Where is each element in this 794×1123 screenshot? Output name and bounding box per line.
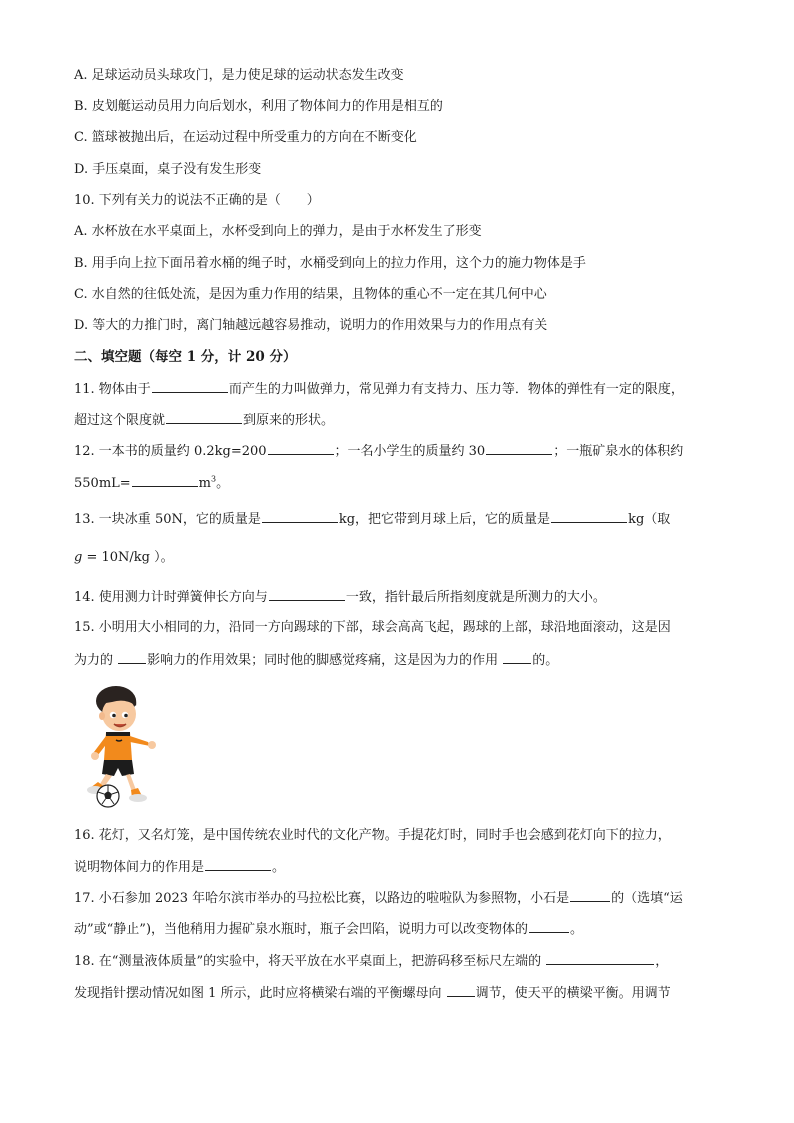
answer-blank[interactable] [269, 587, 345, 601]
answer-blank[interactable] [132, 473, 198, 487]
q14-text-1: 14. 使用测力计时弹簧伸长方向与 [74, 590, 268, 605]
answer-blank[interactable] [268, 441, 334, 455]
q18-text-4: 调节，使天平的横梁平衡。用调节 [475, 986, 671, 1001]
answer-blank[interactable] [262, 509, 338, 523]
q16-text-3: 。 [272, 860, 286, 875]
q15-text-3: 影响力的作用效果；同时他的脚感觉疼痛，这是因为力的作用 [147, 653, 503, 668]
option-9c: C. 篮球被抛出后，在运动过程中所受重力的方向在不断变化 [74, 130, 417, 145]
q17-text-4: 。 [570, 922, 584, 937]
question-12-line-2 [74, 473, 754, 494]
q17-text-3: 动”或“静止”)，当他稍用力握矿泉水瓶时，瓶子会凹陷，说明力可以改变物体的 [74, 922, 529, 937]
question-13-line-2 [74, 548, 754, 568]
question-18-line-2 [74, 983, 754, 1004]
q12-unit: m [198, 476, 211, 491]
question-18-line-1 [74, 951, 754, 972]
q12-text-2: ；一名小学生的质量约 30 [334, 444, 486, 459]
question-15-line-1: 15. 小明用大小相同的力，沿同一方向踢球的下部，球会高高飞起，踢球的上部，球沿地面滚动，这是因 [74, 620, 671, 635]
q18-text-2: ， [655, 954, 669, 969]
q13-g-symbol: g [74, 550, 83, 565]
question-11-line-1 [74, 379, 754, 400]
question-14 [74, 587, 754, 608]
q11-text-1: 11. 物体由于 [74, 382, 151, 397]
option-10a: A. 水杯放在水平桌面上，水杯受到向上的弹力，是由于水杯发生了形变 [74, 224, 482, 239]
q12-text-1: 12. 一本书的质量约 0.2kg=200 [74, 444, 267, 459]
q12-text-end: 。 [216, 476, 230, 491]
answer-blank[interactable] [118, 650, 146, 664]
question-16-line-1: 16. 花灯，又名灯笼，是中国传统农业时代的文化产物。手提花灯时，同时手也会感到花灯向下的拉力， [74, 828, 671, 843]
q14-text-2: 一致，指针最后所指刻度就是所测力的大小。 [345, 590, 606, 605]
q11-text-3: 超过这个限度就 [74, 413, 166, 428]
option-10b: B. 用手向上拉下面吊着水桶的绳子时，水桶受到向上的拉力作用，这个力的施力物体是手 [74, 256, 586, 271]
q13-text-2: kg，把它带到月球上后，它的质量是 [338, 512, 551, 527]
option-9a: A. 足球运动员头球攻门，是力使足球的运动状态发生改变 [74, 68, 404, 83]
question-16-line-2 [74, 857, 754, 878]
q11-text-2: 而产生的力叫做弹力，常见弹力有支持力、压力等．物体的弹性有一定的限度， [228, 382, 684, 397]
q18-text-3: 发现指针摆动情况如图 1 所示，此时应将横梁右端的平衡螺母向 [74, 986, 446, 1001]
answer-blank[interactable] [166, 410, 242, 424]
option-10d: D. 等大的力推门时，离门轴越远越容易推动，说明力的作用效果与力的作用点有关 [74, 318, 548, 333]
question-17-line-2 [74, 919, 754, 940]
answer-blank[interactable] [570, 888, 610, 902]
q12-text-3: ；一瓶矿泉水的体积约 [553, 444, 684, 459]
option-9b: B. 皮划艇运动员用力向后划水，利用了物体间力的作用是相互的 [74, 99, 443, 114]
question-12-line-1 [74, 441, 754, 462]
question-15-line-2 [74, 650, 754, 671]
answer-blank[interactable] [551, 509, 627, 523]
q17-text-1: 17. 小石参加 2023 年哈尔滨市举办的马拉松比赛，以路边的啦啦队为参照物，小石是 [74, 891, 570, 906]
q11-text-4: 到原来的形状。 [243, 413, 335, 428]
question-13-line-1 [74, 509, 754, 530]
q13-text-1: 13. 一块冰重 50N，它的质量是 [74, 512, 261, 527]
answer-blank[interactable] [529, 919, 569, 933]
answer-blank[interactable] [152, 379, 228, 393]
q17-text-2: 的（选填“运 [611, 891, 683, 906]
question-11-line-2 [74, 410, 754, 431]
q18-text-1: 18. 在“测量液体质量”的实验中，将天平放在水平桌面上，把游码移至标尺左端的 [74, 954, 546, 969]
option-9d: D. 手压桌面，桌子没有发生形变 [74, 162, 262, 177]
answer-blank[interactable] [546, 951, 654, 965]
q15-text-4: 的。 [532, 653, 559, 668]
question-17-line-1 [74, 888, 754, 909]
q12-unit-exponent: 3 [211, 474, 217, 484]
answer-blank[interactable] [205, 857, 271, 871]
answer-blank[interactable] [447, 983, 475, 997]
q13-g-value: = 10N/kg ）。 [82, 550, 174, 565]
question-10-stem: 10. 下列有关力的说法不正确的是（ ） [74, 193, 320, 208]
q15-text-2: 为力的 [74, 653, 118, 668]
section-title-fill-blank: 二、填空题（每空 1 分，计 20 分） [74, 349, 297, 365]
option-10c: C. 水自然的往低处流，是因为重力作用的结果，且物体的重心不一定在其几何中心 [74, 287, 547, 302]
boy-kicking-ball-illustration [86, 684, 158, 810]
q12-text-4: 550mL= [74, 476, 131, 491]
q13-text-3: kg（取 [628, 512, 671, 527]
answer-blank[interactable] [503, 650, 531, 664]
q16-text-2: 说明物体间力的作用是 [74, 860, 205, 875]
answer-blank[interactable] [486, 441, 552, 455]
